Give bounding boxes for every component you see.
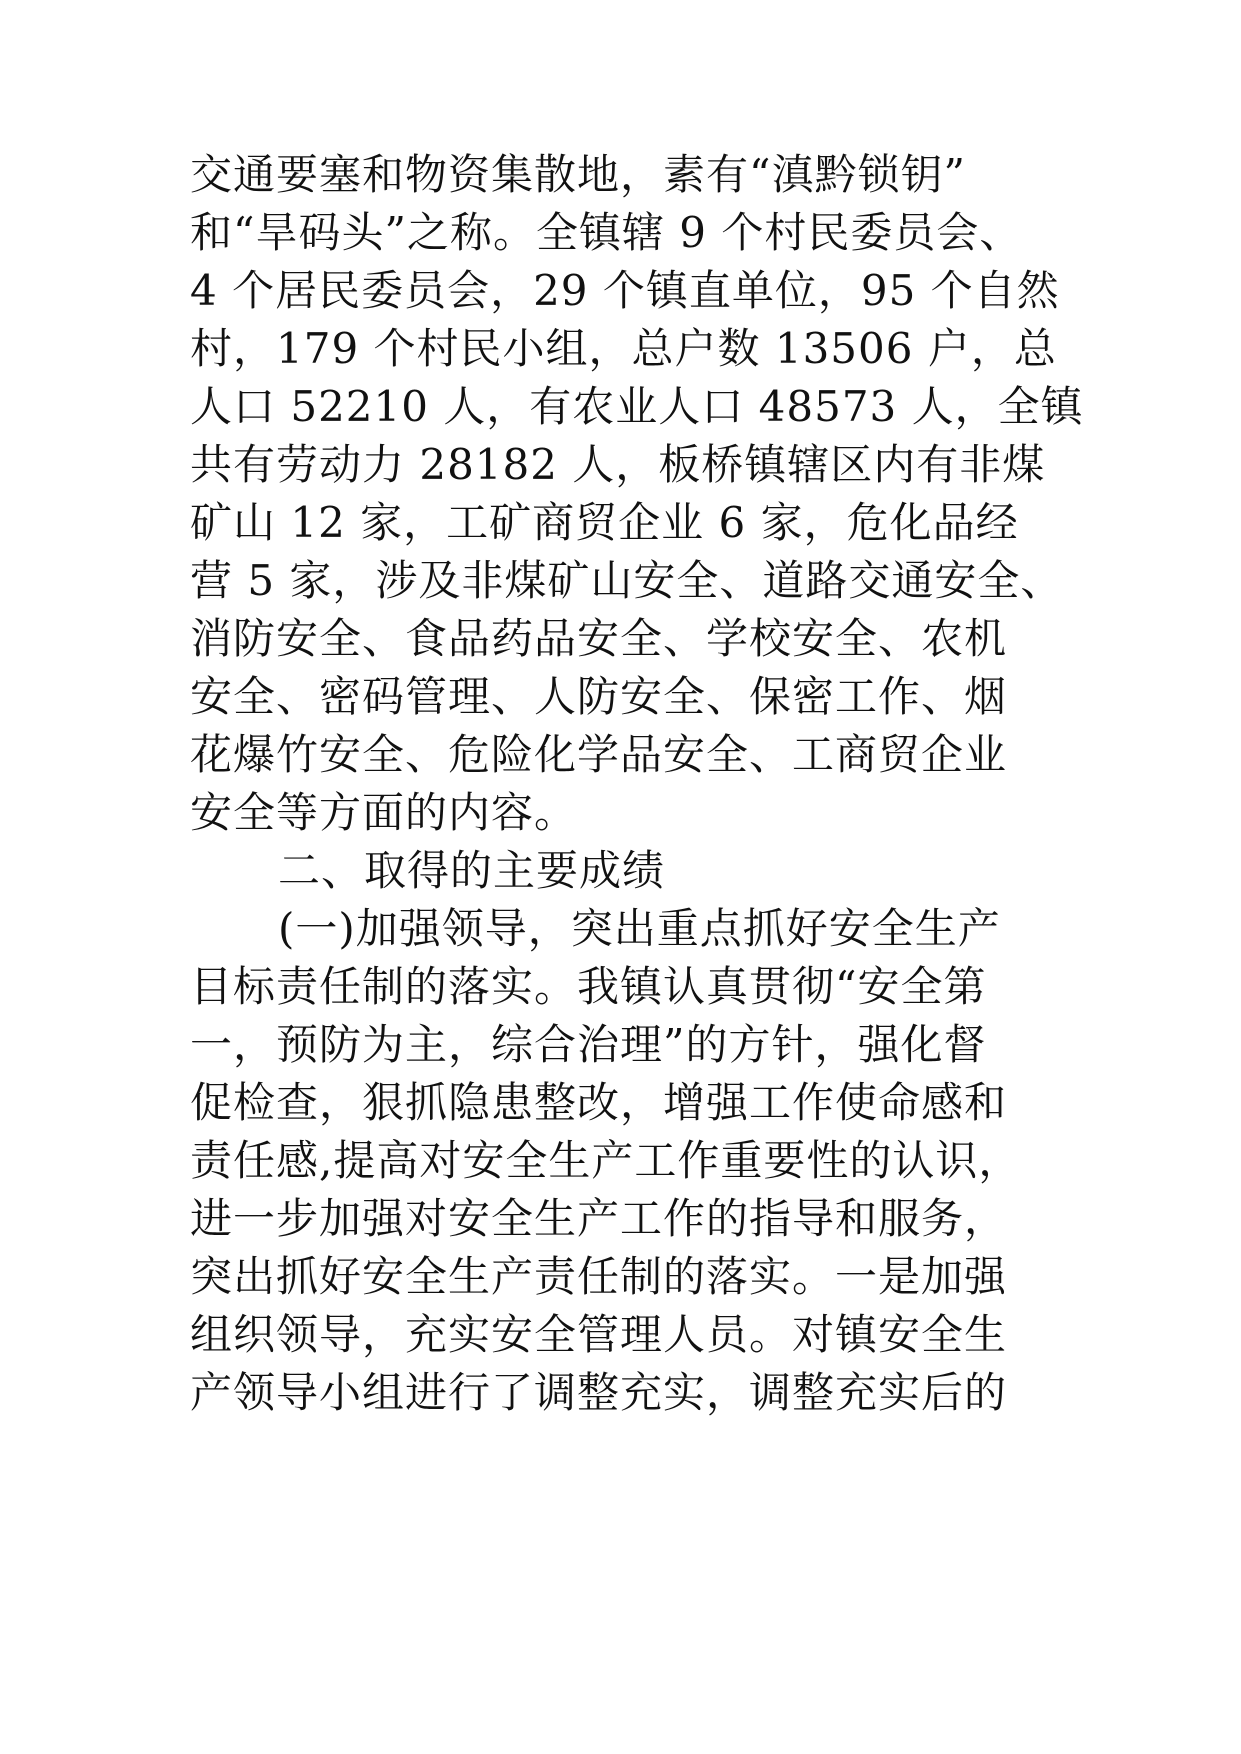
text-line: 一，预防为主，综合治理”的方针，强化督	[190, 1020, 987, 1069]
text-line: 人口 52210 人，有农业人口 48573 人，全镇	[190, 382, 1084, 431]
text-line: 促检查，狠抓隐患整改，增强工作使命感和	[190, 1078, 1008, 1127]
text-line: 突出抓好安全生产责任制的落实。一是加强	[190, 1252, 1008, 1301]
text-line: 村，179 个村民小组，总户数 13506 户，总	[190, 324, 1057, 373]
text-line: 花爆竹安全、危险化学品安全、工商贸企业	[190, 730, 1008, 779]
text-line: 进一步加强对安全生产工作的指导和服务，	[190, 1194, 1008, 1243]
section-heading: 二、取得的主要成绩	[278, 846, 666, 895]
text-line: 目标责任制的落实。我镇认真贯彻“安全第	[190, 962, 987, 1011]
text-line: 和“旱码头”之称。全镇辖 9 个村民委员会、	[190, 208, 1023, 257]
text-line: 责任感,提高对安全生产工作重要性的认识，	[190, 1136, 1022, 1185]
text-line: 产领导小组进行了调整充实，调整充实后的	[190, 1368, 1008, 1417]
text-line: 组织领导，充实安全管理人员。对镇安全生	[190, 1310, 1008, 1359]
text-line: 消防安全、食品药品安全、学校安全、农机	[190, 614, 1008, 663]
text-line: 共有劳动力 28182 人，板桥镇辖区内有非煤	[190, 440, 1046, 489]
text-line: 4 个居民委员会，29 个镇直单位，95 个自然	[190, 266, 1060, 315]
text-line: 安全、密码管理、人防安全、保密工作、烟	[190, 672, 1008, 721]
text-line: 交通要塞和物资集散地，素有“滇黔锁钥”	[190, 150, 966, 199]
text-line: 营 5 家，涉及非煤矿山安全、道路交通安全、	[190, 556, 1064, 605]
text-line: 安全等方面的内容。	[190, 788, 578, 837]
body-text	[190, 146, 1190, 1422]
text-line: 矿山 12 家，工矿商贸企业 6 家，危化品经	[190, 498, 1019, 547]
subsection-heading: (一)加强领导，突出重点抓好安全生产	[278, 904, 1001, 953]
